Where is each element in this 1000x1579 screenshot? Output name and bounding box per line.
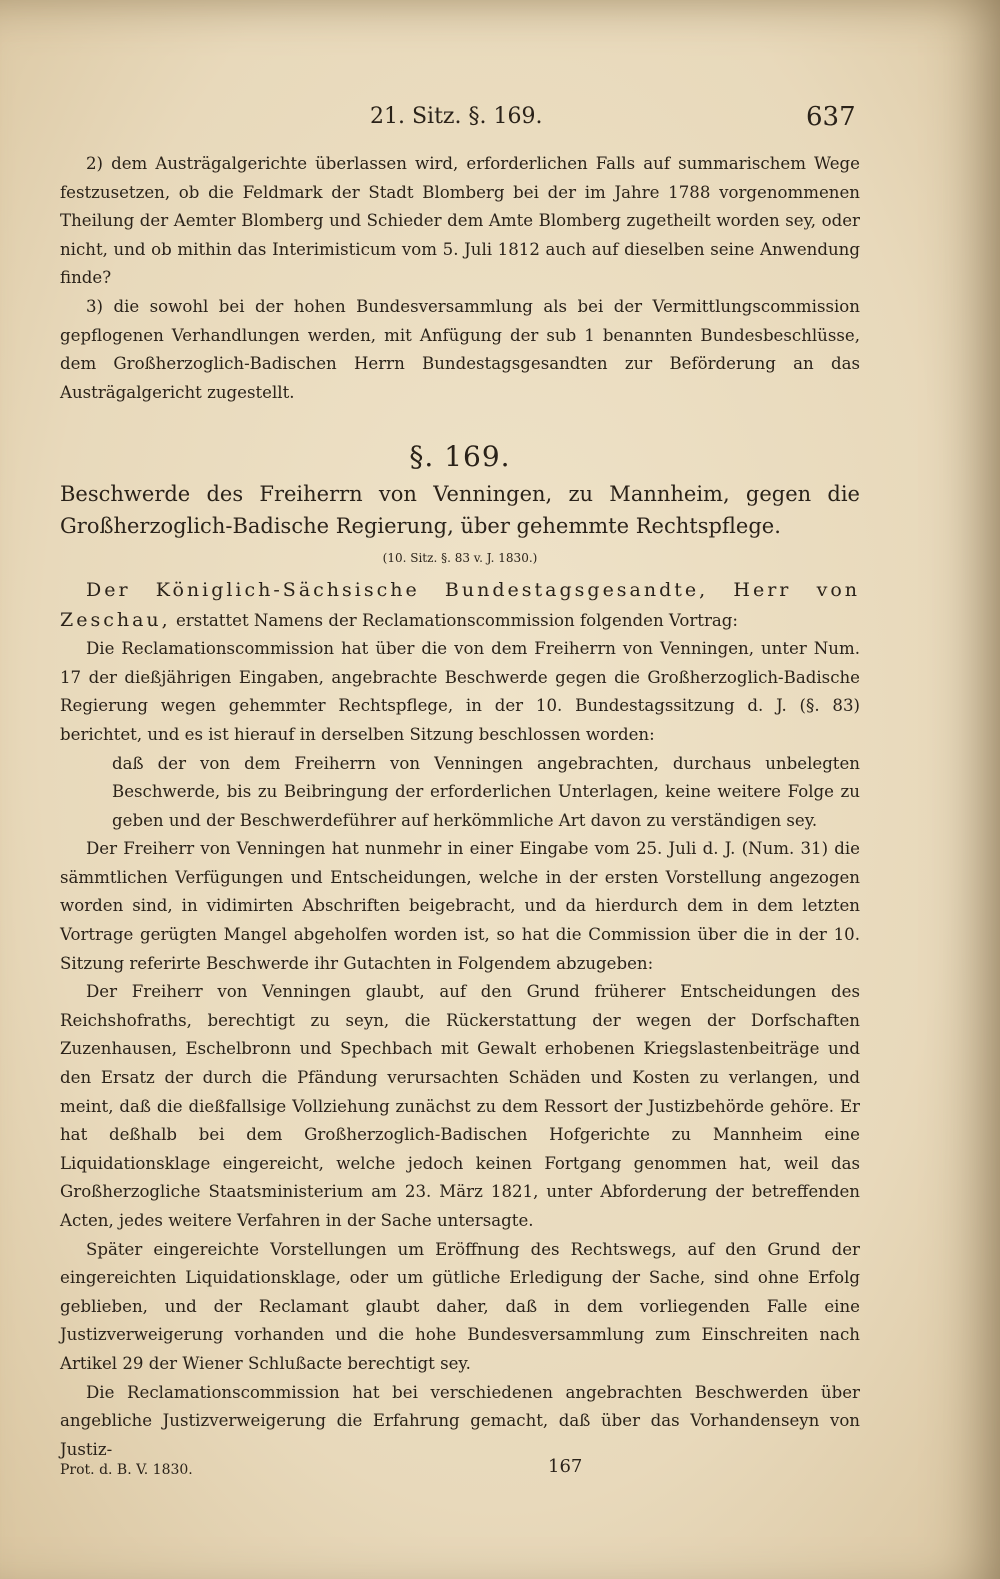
paragraph-item-3: 3) die sowohl bei der hohen Bundesversammlung als bei der Vermittlungscommission gepflogenen Verhandlungen werden, mit Anfügung der sub 1 benannten Bundesbeschlüsse, dem Großherzoglich-Badischen Herrn Bundestagsgesandten zur Beförderung an das Austrägalgericht zugestellt.	[60, 296, 860, 402]
page-footer	[0, 1456, 1000, 1486]
paragraph-item-2: 2) dem Austrägalgerichte überlassen wird, erforderlichen Falls auf summarischem Wege festzusetzen, ob die Feldmark der Stadt Blomberg bei der im Jahre 1788 vorgenommenen Theilung der Aemter Blomberg und Schieder dem Amte Blomberg zugetheilt worden sey, oder nicht, und ob mithin das Interimisticum vom 5. Juli 1812 auch auf dieselben seine Anwendung finde?	[60, 154, 860, 288]
intro-speaker: Der Königlich-Sächsische Bundestagsgesandte, Herr von Zeschau,	[60, 578, 860, 631]
section-paragraph-2: Der Freiherr von Venningen hat nunmehr in einer Eingabe vom 25. Juli d. J. (Num. 31) die sämmtlichen Verfügungen und Entscheidungen, welche in der ersten Vorstellung angezogen worden sind, in vidimirten Abschriften beigebracht, und da hierdurch dem in dem letzten Vortrage gerügten Mangel abgeholfen worden ist, so hat die Commission über die in der 10. Sitzung referirte Beschwerde ihr Gutachten in Folgendem abzugeben:	[60, 839, 860, 973]
section-citation: (10. Sitz. §. 83 v. J. 1830.)	[382, 550, 538, 565]
section-paragraph-1: Die Reclamationscommission hat über die von dem Freiherrn von Venningen, unter Num. 17 der dießjährigen Eingaben, angebrachte Beschwerde gegen die Großherzoglich-Badische Regierung wegen gehemmter Rechtspflege, in der 10. Bundestagssitzung d. J. (§. 83) berichtet, und es ist hierauf in derselben Sitzung beschlossen worden:	[60, 639, 860, 744]
footer-signature: 167	[548, 1456, 583, 1477]
footer-protocol: Prot. d. B. V. 1830.	[60, 1462, 193, 1478]
section-heading: Beschwerde des Freiherrn von Venningen, zu Mannheim, gegen die Großherzoglich-Badische Regierung, über gehemmte Rechtspflege.	[60, 481, 860, 538]
intro-rest: erstattet Namens der Reclamationscommission folgenden Vortrag:	[175, 610, 739, 630]
resolution-quote: daß der von dem Freiherrn von Venningen angebrachten, durchaus unbelegten Beschwerde, bis zu Beibringung der erforderlichen Unterlagen, keine weitere Folge zu geben und der Beschwerdeführer auf herkömmliche Art davon zu verständigen sey.	[112, 753, 860, 830]
section-paragraph-3: Der Freiherr von Venningen glaubt, auf den Grund früherer Entscheidungen des Reichshofraths, berechtigt zu seyn, die Rückerstattung der wegen der Dorfschaften Zuzenhausen, Eschelbronn und Spechbach mit Gewalt erhobenen Kriegslastenbeiträge und den Ersatz der durch die Pfändung verursachten Schäden und Kosten zu verlangen, und meint, daß die dießfallsige Vollziehung zunächst zu dem Ressort der Justizbehörde gehöre. Er hat deßhalb bei dem Großherzoglich-Badischen Hofgerichte zu Mannheim eine Liquidationsklage eingereicht, welche jedoch keinen Fortgang genommen hat, weil das Großherzogliche Staatsministerium am 23. März 1821, unter Abforderung der betreffenden Acten, jedes weitere Verfahren in der Sache untersagte.	[60, 982, 860, 1230]
section-paragraph-5: Die Reclamationscommission hat bei verschiedenen angebrachten Beschwerden über angebliche Justizverweigerung die Erfahrung gemacht, daß über das Vorhandenseyn von Justiz-	[60, 1382, 860, 1459]
header-title: 21. Sitz. §. 169.	[370, 104, 543, 129]
section-intro	[60, 576, 860, 635]
section-number: §. 169.	[409, 440, 511, 474]
page-number: 637	[806, 102, 856, 132]
section-paragraph-4: Später eingereichte Vorstellungen um Eröffnung des Rechtswegs, auf den Grund der eingereichten Liquidationsklage, oder um gütliche Erledigung der Sache, sind ohne Erfolg geblieben, und der Reclamant glaubt daher, daß in dem vorliegenden Falle eine Justizverweigerung vorhanden und die hohe Bundesversammlung zum Einschreiten nach Artikel 29 der Wiener Schlußacte berechtigt sey.	[60, 1239, 860, 1373]
running-header	[0, 104, 1000, 140]
page-body	[60, 150, 860, 1464]
